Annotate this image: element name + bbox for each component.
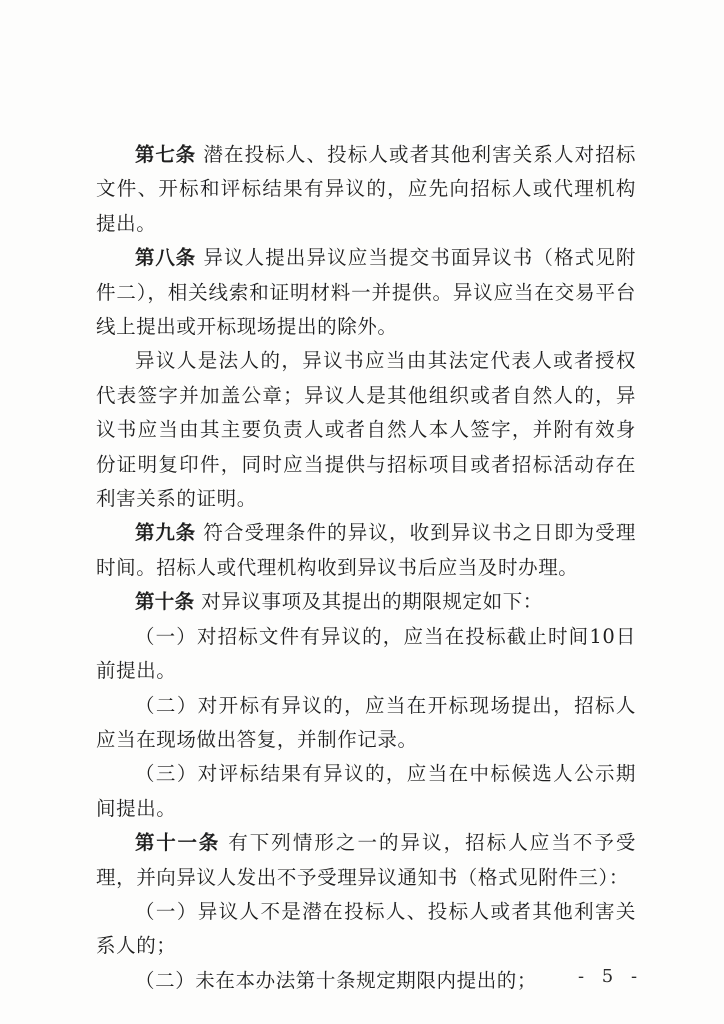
article-10-heading: 第十条 <box>135 590 195 614</box>
article-11-text: 有下列情形之一的异议，招标人应当不予受理，并向异议人发出不予受理异议通知书（格式见附件三）： <box>96 831 637 889</box>
document-body <box>96 138 636 998</box>
article-10-item-3-text: （三）对评标结果有异议的，应当在中标候选人公示期间提出。 <box>96 762 636 820</box>
page-number: - 5 - <box>578 966 644 987</box>
article-7-text: 潜在投标人、投标人或者其他利害关系人对招标文件、开标和评标结果有异议的，应先向招标人或代理机构提出。 <box>96 143 637 235</box>
article-10-item-1 <box>96 620 636 689</box>
article-7-heading: 第七条 <box>135 143 196 166</box>
article-8-signature-paragraph <box>96 344 636 516</box>
article-11-heading: 第十一条 <box>135 831 220 855</box>
article-9-heading: 第九条 <box>135 521 196 545</box>
article-10-item-3 <box>96 757 636 826</box>
article-10-item-2-text: （二）对开标有异议的，应当在开标现场提出，招标人应当在现场做出答复，并制作记录。 <box>96 693 636 751</box>
article-7-paragraph <box>96 138 636 241</box>
article-11-item-2-text: （二）未在本办法第十条规定期限内提出的； <box>135 968 538 992</box>
article-10-text: 对异议事项及其提出的期限规定如下： <box>194 590 543 614</box>
article-11-item-1-text: （一）异议人不是潜在投标人、投标人或者其他利害关系人的； <box>96 899 636 958</box>
article-8-paragraph <box>96 241 636 344</box>
article-10-item-2 <box>96 689 636 758</box>
article-9-text: 符合受理条件的异议，收到异议书之日即为受理时间。招标人或代理机构收到异议书后应当及时办理。 <box>96 521 637 579</box>
article-11-paragraph <box>96 826 636 895</box>
article-8-text: 异议人提出异议应当提交书面异议书（格式见附件二），相关线索和证明材料一并提供。异议应当在交易平台线上提出或开标现场提出的除外。 <box>96 246 637 339</box>
article-9-paragraph <box>96 516 636 585</box>
article-11-item-1 <box>96 895 636 964</box>
article-10-paragraph <box>96 585 636 619</box>
article-8-heading: 第八条 <box>135 246 196 270</box>
article-8-signature-text: 异议人是法人的，异议书应当由其法定代表人或者授权代表签字并加盖公章；异议人是其他组织或者自然人的，异议书应当由其主要负责人或者自然人本人签字，并附有效身份证明复印件，同时应当提供与招标项目或者招标活动存在利害关系的证明。 <box>96 349 636 511</box>
article-10-item-1-text: （一）对招标文件有异议的，应当在投标截止时间10日前提出。 <box>96 624 636 683</box>
article-11-item-2 <box>96 964 636 998</box>
